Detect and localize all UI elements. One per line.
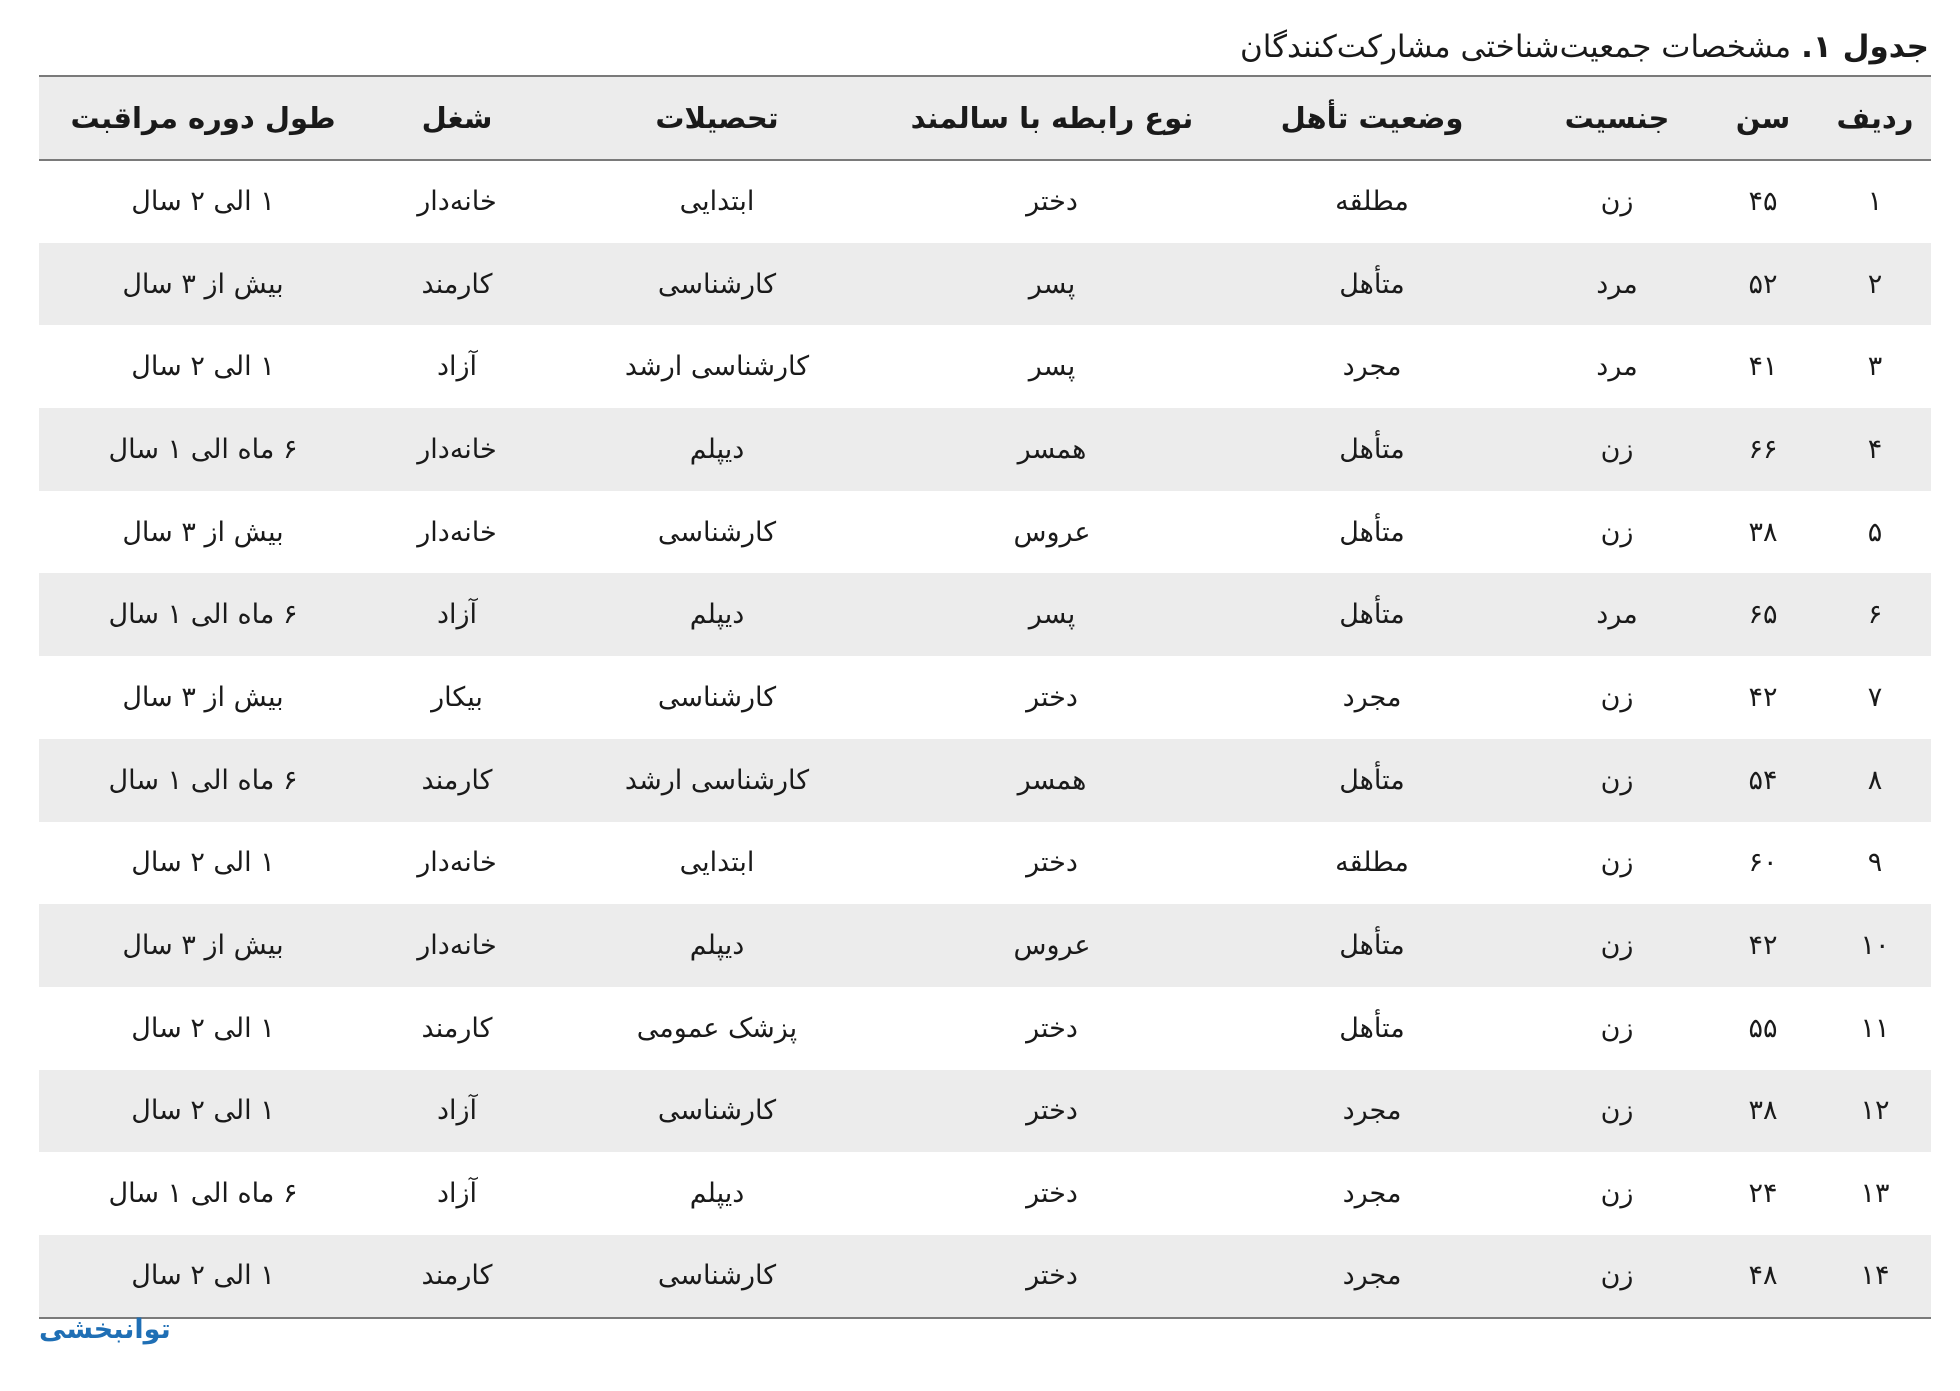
table-cell: ۱۱ <box>1860 1012 1890 1044</box>
table-cell: ۵۴ <box>1748 764 1778 796</box>
page <box>39 20 1931 1319</box>
table-cell: آزاد <box>436 1095 478 1127</box>
table-cell: مجرد <box>1342 1178 1402 1210</box>
table-cell: ۶۶ <box>1748 433 1778 465</box>
table-row <box>39 1152 1931 1235</box>
table-cell: ۸ <box>1867 764 1883 796</box>
table-cell: عروس <box>1013 930 1091 962</box>
table-cell: مجرد <box>1342 351 1402 383</box>
table-cell: ۵ <box>1867 516 1883 548</box>
table-cell: مرد <box>1596 268 1638 300</box>
table-cell: ابتدایی <box>679 847 755 879</box>
header-cell: ردیف <box>1836 101 1914 135</box>
table-cell: کارشناسی ارشد <box>624 351 810 383</box>
table-cell: عروس <box>1013 516 1091 548</box>
table-row <box>39 243 1931 326</box>
table-cell: مطلقه <box>1335 847 1409 879</box>
table-cell: ابتدایی <box>679 186 755 218</box>
table-cell: ۴۵ <box>1748 186 1778 218</box>
table-cell: مجرد <box>1342 1260 1402 1292</box>
table-cell: بیش از ۳ سال <box>122 930 284 962</box>
table-cell: زن <box>1600 1012 1634 1044</box>
table-cell: کارشناسی <box>657 681 777 713</box>
table-cell: مرد <box>1596 599 1638 631</box>
table-cell: کارشناسی <box>657 268 777 300</box>
table-cell: ۷ <box>1867 681 1883 713</box>
table-cell: ۱ <box>1867 186 1883 218</box>
table-cell: ۴ <box>1867 433 1883 465</box>
table-cell: زن <box>1600 433 1634 465</box>
table-cell: دختر <box>1026 1260 1078 1292</box>
table-cell: متأهل <box>1339 516 1405 548</box>
table-cell: ۱ الی ۲ سال <box>131 1260 275 1292</box>
table-cell: کارشناسی ارشد <box>624 764 810 796</box>
table-cell: ۵۵ <box>1748 1012 1778 1044</box>
table-cell: دختر <box>1026 847 1078 879</box>
table-row <box>39 408 1931 491</box>
table-row <box>39 904 1931 987</box>
table-cell: دختر <box>1026 1178 1078 1210</box>
table-header-row <box>39 76 1931 160</box>
table-row <box>39 822 1931 905</box>
table-cell: زن <box>1600 1095 1634 1127</box>
table-cell: دیپلم <box>689 1178 745 1210</box>
table-cell: ۹ <box>1867 847 1883 879</box>
table-cell: کارمند <box>421 1012 493 1044</box>
table-row <box>39 160 1931 243</box>
table-cell: خانه‌دار <box>417 433 497 465</box>
table-caption <box>39 20 1931 75</box>
table-cell: زن <box>1600 516 1634 548</box>
journal-logo: توانبخشی <box>39 1314 171 1345</box>
table-cell: ۳ <box>1867 351 1883 383</box>
table-cell: زن <box>1600 1178 1634 1210</box>
table-row <box>39 739 1931 822</box>
table-cell: کارشناسی <box>657 1095 777 1127</box>
table-cell: ۶ ماه الی ۱ سال <box>108 764 298 796</box>
table-cell: دختر <box>1026 1012 1078 1044</box>
table-caption-label: جدول ۱. <box>1801 29 1929 65</box>
table-cell: پسر <box>1028 268 1076 300</box>
table-cell: ۵۲ <box>1748 268 1778 300</box>
table-row <box>39 1070 1931 1153</box>
table-cell: بیش از ۳ سال <box>122 268 284 300</box>
table-cell: همسر <box>1017 433 1087 465</box>
table-cell: ۳۸ <box>1748 1095 1778 1127</box>
table-cell: ۶ ماه الی ۱ سال <box>108 1178 298 1210</box>
table-cell: متأهل <box>1339 764 1405 796</box>
table-cell: ۱۰ <box>1860 930 1890 962</box>
table-cell: ۲ <box>1867 268 1883 300</box>
table-cell: بیکار <box>431 681 483 713</box>
table-cell: پسر <box>1028 599 1076 631</box>
table-body <box>39 160 1931 1318</box>
table-cell: ۱۲ <box>1860 1095 1890 1127</box>
table-caption-text: مشخصات جمعیت‌شناختی مشارکت‌کنندگان <box>1240 29 1792 65</box>
table-cell: زن <box>1600 186 1634 218</box>
table-cell: متأهل <box>1339 1012 1405 1044</box>
table-cell: دختر <box>1026 1095 1078 1127</box>
table-header <box>39 76 1931 160</box>
table-cell: ۴۲ <box>1748 930 1778 962</box>
table-row <box>39 1235 1931 1318</box>
table-cell: کارشناسی <box>657 1260 777 1292</box>
table-cell: بیش از ۳ سال <box>122 516 284 548</box>
table-cell: خانه‌دار <box>417 930 497 962</box>
table-cell: دیپلم <box>689 433 745 465</box>
table-row <box>39 656 1931 739</box>
table-cell: آزاد <box>436 599 478 631</box>
table-cell: زن <box>1600 1260 1634 1292</box>
table-cell: زن <box>1600 847 1634 879</box>
table-cell: متأهل <box>1339 599 1405 631</box>
table-cell: ۱۴ <box>1860 1260 1890 1292</box>
table-cell: دیپلم <box>689 930 745 962</box>
table-cell: زن <box>1600 930 1634 962</box>
table-cell: مجرد <box>1342 1095 1402 1127</box>
table-cell: خانه‌دار <box>417 186 497 218</box>
table-cell: ۴۸ <box>1748 1260 1778 1292</box>
table-cell: ۴۲ <box>1748 681 1778 713</box>
table-cell: ۱ الی ۲ سال <box>131 351 275 383</box>
table-cell: خانه‌دار <box>417 516 497 548</box>
table-cell: آزاد <box>436 1178 478 1210</box>
table-cell: ۱ الی ۲ سال <box>131 186 275 218</box>
table-cell: دختر <box>1026 186 1078 218</box>
table-cell: ۴۱ <box>1748 351 1778 383</box>
header-cell: جنسیت <box>1564 101 1670 135</box>
table-cell: ۶۰ <box>1748 847 1778 879</box>
table-cell: کارشناسی <box>657 516 777 548</box>
table-cell: ۱ الی ۲ سال <box>131 1012 275 1044</box>
table-cell: زن <box>1600 681 1634 713</box>
header-cell: طول دوره مراقبت <box>70 101 336 135</box>
table-cell: دختر <box>1026 681 1078 713</box>
header-cell: وضعیت تأهل <box>1280 101 1464 135</box>
table-cell: زن <box>1600 764 1634 796</box>
table-cell: مجرد <box>1342 681 1402 713</box>
table-cell: مرد <box>1596 351 1638 383</box>
table-cell: ۶ ماه الی ۱ سال <box>108 599 298 631</box>
table-cell: بیش از ۳ سال <box>122 681 284 713</box>
table-cell: متأهل <box>1339 433 1405 465</box>
table-cell: کارمند <box>421 268 493 300</box>
header-cell: نوع رابطه با سالمند <box>910 101 1194 135</box>
table-cell: خانه‌دار <box>417 847 497 879</box>
table-cell: ۶ ماه الی ۱ سال <box>108 433 298 465</box>
header-cell: تحصیلات <box>655 101 779 135</box>
table-row <box>39 491 1931 574</box>
table-cell: ۱۳ <box>1860 1178 1890 1210</box>
header-cell: شغل <box>421 101 493 135</box>
table-cell: ۶۵ <box>1748 599 1778 631</box>
table-cell: کارمند <box>421 1260 493 1292</box>
table-cell: متأهل <box>1339 930 1405 962</box>
table-cell: ۲۴ <box>1748 1178 1778 1210</box>
table-cell: پسر <box>1028 351 1076 383</box>
table-cell: همسر <box>1017 764 1087 796</box>
table-row <box>39 573 1931 656</box>
table-cell: ۶ <box>1867 599 1883 631</box>
table-row <box>39 987 1931 1070</box>
table-cell: مطلقه <box>1335 186 1409 218</box>
demographics-table <box>39 75 1931 1319</box>
header-cell: سن <box>1735 101 1791 135</box>
table-cell: ۱ الی ۲ سال <box>131 847 275 879</box>
table-cell: ۳۸ <box>1748 516 1778 548</box>
table-cell: متأهل <box>1339 268 1405 300</box>
table-cell: ۱ الی ۲ سال <box>131 1095 275 1127</box>
table-cell: آزاد <box>436 351 478 383</box>
table-cell: دیپلم <box>689 599 745 631</box>
table-cell: پزشک عمومی <box>636 1012 798 1044</box>
table-row <box>39 325 1931 408</box>
table-cell: کارمند <box>421 764 493 796</box>
